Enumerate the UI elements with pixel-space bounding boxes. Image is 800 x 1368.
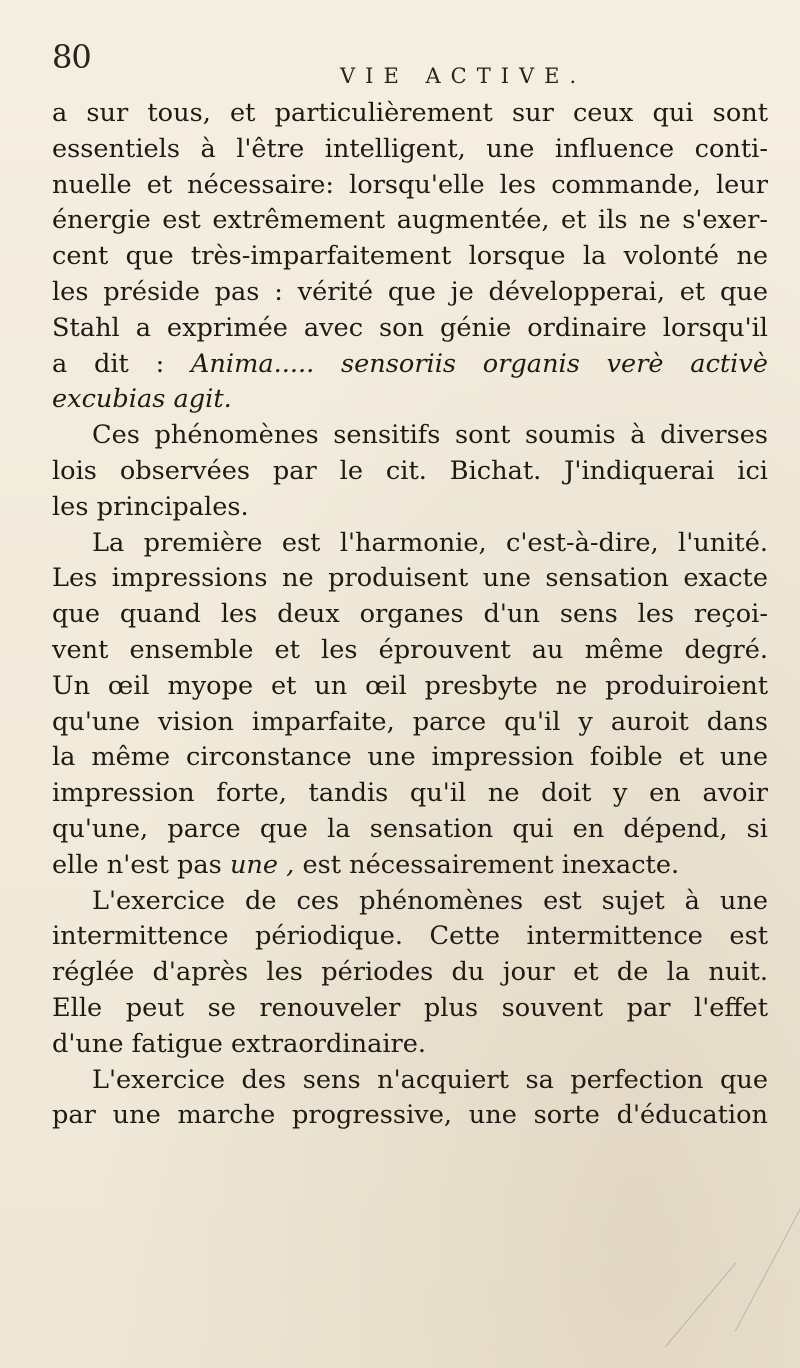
text-line: vent ensemble et les éprouvent au même degré. (52, 634, 768, 665)
paragraph-start: L'exercice de ces phénomènes est sujet à une (92, 885, 768, 916)
text-line: la même circonstance une impression foible et une (52, 742, 768, 773)
text-line: intermittence périodique. Cette intermittence est (52, 921, 768, 952)
paragraph-start: L'exercice des sens n'acquiert sa perfection que (92, 1064, 768, 1095)
text-line: lois observées par le cit. Bichat. J'indiquerai ici (52, 455, 768, 486)
latin-quote-end: excubias agit. (52, 384, 232, 415)
running-title: VIE ACTIVE. (340, 64, 587, 88)
une-line (52, 848, 768, 884)
quote-line (52, 347, 768, 383)
latin-quote: Anima..... sensoriis organis verè activè (190, 348, 768, 379)
text-line: cent que très-imparfaitement lorsque la volonté ne (52, 241, 768, 272)
text-line: énergie est extrêmement augmentée, et ils ne s'exer- (52, 205, 768, 236)
text-line: les principales. (52, 491, 249, 522)
une-lead: elle n'est pas (52, 849, 230, 880)
text-line: qu'une vision imparfaite, parce qu'il y auroit dans (52, 706, 768, 737)
quote-lead: a dit : (52, 348, 191, 379)
text-line: par une marche progressive, une sorte d'éducation (52, 1100, 768, 1131)
text-line: nuelle et nécessaire: lorsqu'elle les commande, leur (52, 169, 768, 200)
text-line: Elle peut se renouveler plus souvent par l'effet (52, 992, 768, 1023)
body-text (52, 96, 768, 1134)
une-italic: une , (229, 849, 295, 880)
text-line: Les impressions ne produisent une sensation exacte (52, 563, 768, 594)
page-number: 80 (52, 38, 91, 76)
text-line: réglée d'après les périodes du jour et de la nuit. (52, 957, 768, 988)
text-line: les préside pas : vérité que je développerai, et que (52, 276, 768, 307)
text-line: d'une fatigue extraordinaire. (52, 1028, 427, 1059)
text-line: qu'une, parce que la sensation qui en dépend, si (52, 813, 768, 844)
text-line: a sur tous, et particulièrement sur ceux qui sont (52, 98, 768, 128)
paper-stain (735, 1199, 800, 1332)
text-line: Un œil myope et un œil presbyte ne produiroient (52, 670, 768, 701)
text-line: que quand les deux organes d'un sens les reçoi- (52, 599, 768, 630)
paper-stain (665, 1263, 736, 1348)
paragraph-start: Ces phénomènes sensitifs sont soumis à diverses (92, 420, 768, 451)
une-tail: est nécessairement inexacte. (294, 849, 680, 880)
text-line: Stahl a exprimée avec son génie ordinaire lorsqu'il (52, 312, 768, 343)
text-line: impression forte, tandis qu'il ne doit y en avoir (52, 778, 768, 809)
text-line: essentiels à l'être intelligent, une influence conti- (52, 133, 768, 164)
paragraph-start: La première est l'harmonie, c'est-à-dire, l'unité. (92, 527, 768, 558)
